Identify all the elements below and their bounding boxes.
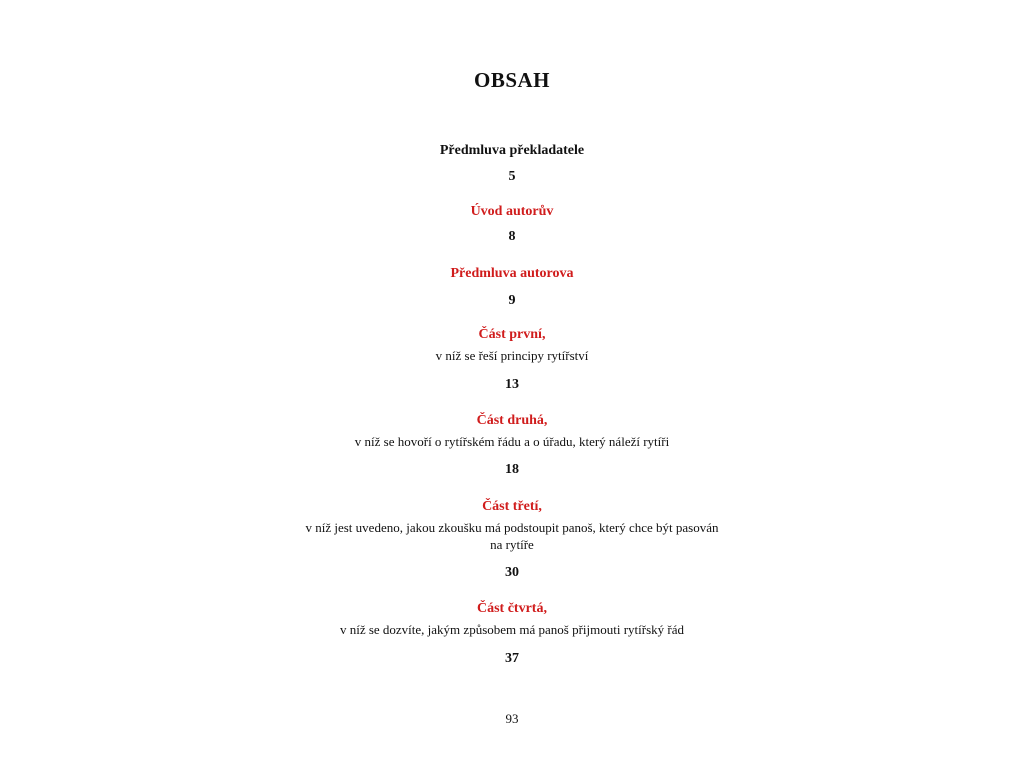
toc-description: v níž se řeší principy rytířství: [435, 348, 589, 363]
toc-entry: [0, 499, 1024, 553]
toc-page-number: 13: [505, 377, 519, 392]
toc-heading: Část třetí,: [482, 499, 542, 514]
toc-description: v níž jest uvedeno, jakou zkoušku má podstoupit panoš, který chce být pasován na rytíře: [305, 520, 719, 552]
toc-page-number: 18: [505, 462, 519, 477]
toc-heading: Část druhá,: [476, 413, 548, 428]
toc-entry: [0, 413, 1024, 450]
toc-entry: [0, 327, 1024, 364]
toc-entry: [0, 204, 1024, 220]
toc-heading: Předmluva překladatele: [439, 143, 585, 158]
toc-entry: [0, 143, 1024, 159]
toc-heading: Předmluva autorova: [450, 266, 574, 281]
toc-heading: Úvod autorův: [470, 204, 554, 219]
toc-entry: [0, 266, 1024, 282]
toc-heading: Část první,: [478, 327, 546, 342]
toc-page-number: 5: [508, 169, 516, 184]
toc-page-number: 37: [505, 651, 519, 666]
toc-page-number: 8: [508, 229, 516, 244]
toc-entry: [0, 601, 1024, 638]
toc-page-number: 9: [508, 293, 516, 308]
toc-page-number: 30: [505, 565, 519, 580]
page-number-footer: 93: [505, 711, 519, 726]
page-title: OBSAH: [473, 68, 551, 92]
toc-heading: Část čtvrtá,: [477, 601, 547, 616]
toc-description: v níž se dozvíte, jakým způsobem má panoš přijmouti rytířský řád: [339, 622, 685, 637]
toc-description: v níž se hovoří o rytířském řádu a o úřadu, který náleží rytíři: [354, 434, 670, 449]
